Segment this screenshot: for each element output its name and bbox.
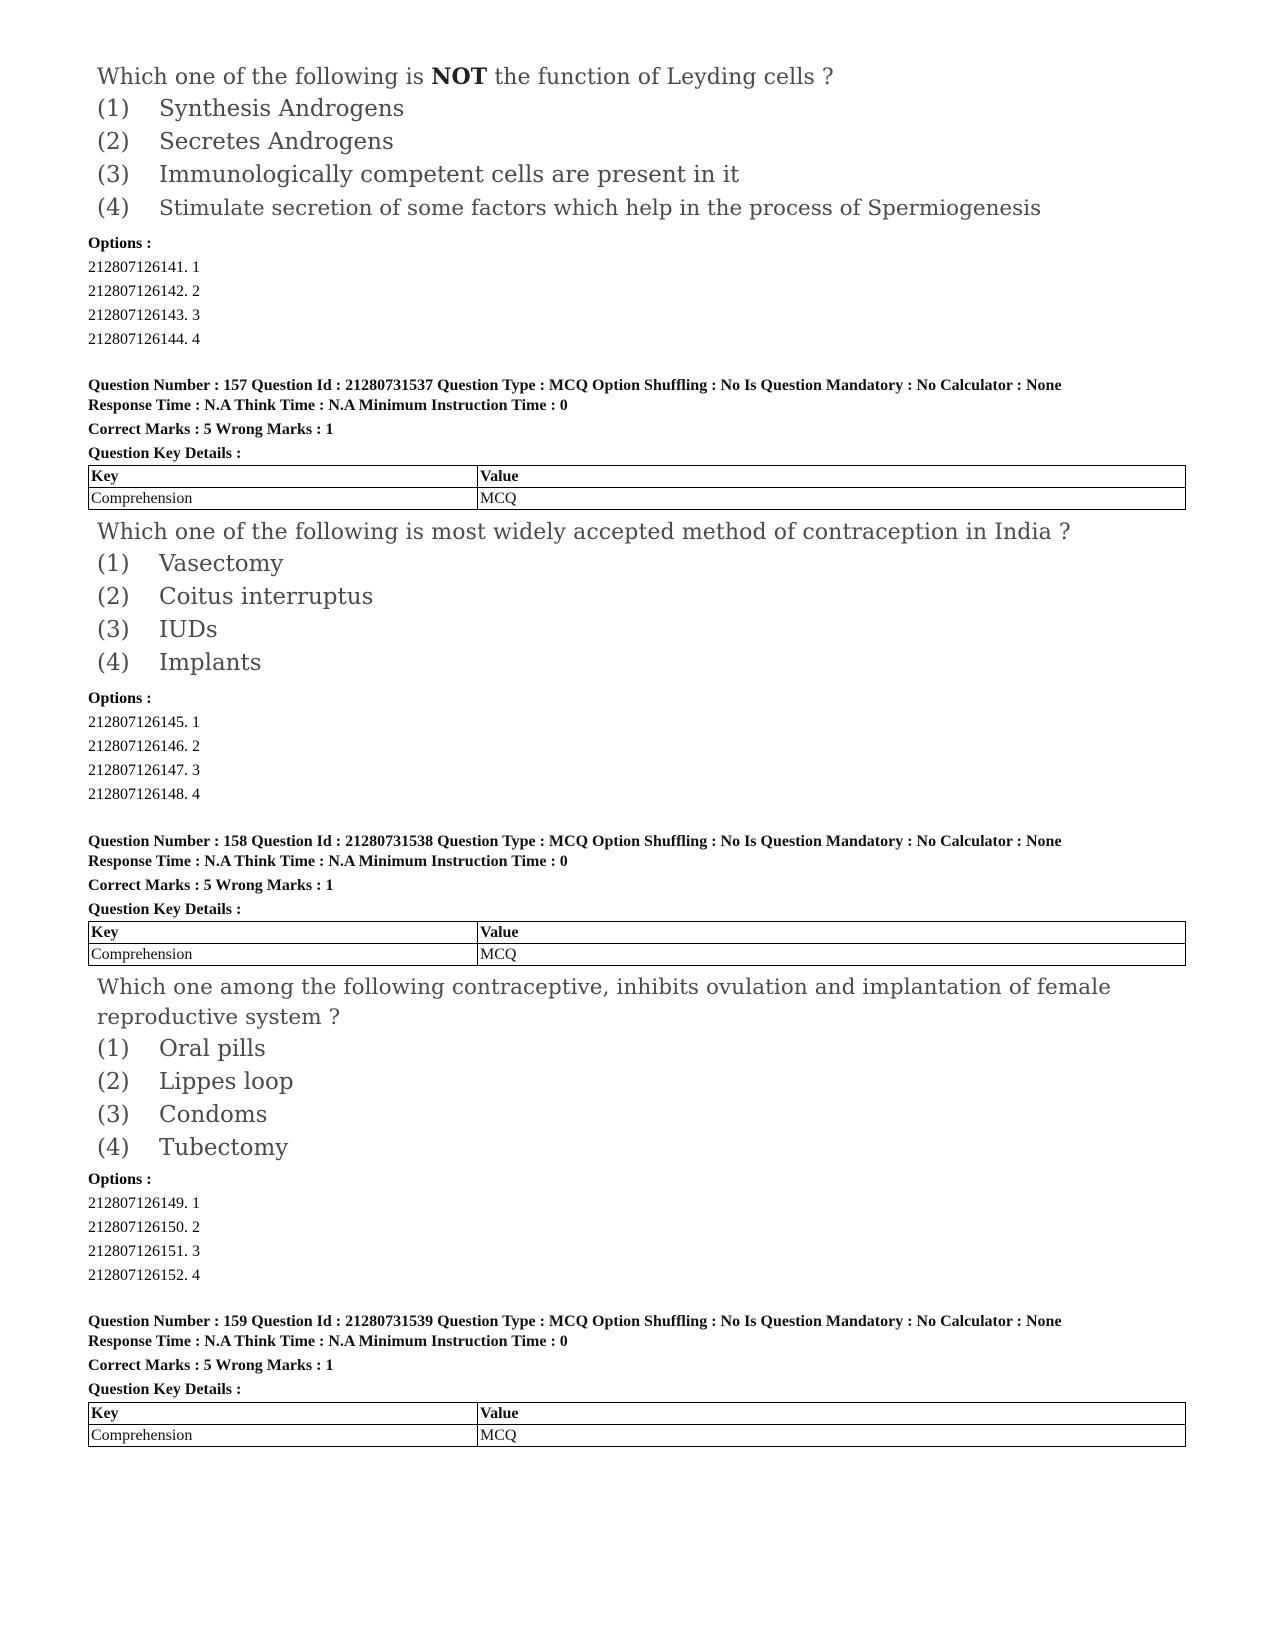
table-row: [89, 944, 1186, 966]
choice: [97, 1033, 1207, 1066]
choice: [97, 126, 1207, 159]
option-item: 212807126142. 2: [88, 283, 200, 300]
choice-number: (3): [97, 1102, 130, 1128]
choice-text: Coitus interruptus: [159, 584, 374, 610]
table-header-key: Key: [89, 922, 478, 944]
meta-line: Response Time : N.A Think Time : N.A Minimum Instruction Time : 0: [88, 853, 568, 870]
option-item: 212807126141. 1: [88, 259, 200, 276]
meta-line: Question Number : 158 Question Id : 21280731538 Question Type : MCQ Option Shuffling : No Is Question Mandatory : No Calculator : None: [88, 833, 1062, 850]
options-list: [88, 1168, 200, 1288]
choice: [97, 1066, 1207, 1099]
choice: [97, 647, 1207, 680]
choice-number: (4): [97, 650, 130, 676]
table-row: [89, 1425, 1186, 1447]
table-cell-value: MCQ: [478, 1425, 1186, 1447]
key-table: [88, 465, 1186, 510]
option-item: 212807126148. 4: [88, 786, 200, 803]
choice-text: Oral pills: [159, 1036, 266, 1062]
meta-line: Question Number : 157 Question Id : 21280731537 Question Type : MCQ Option Shuffling : No Is Question Mandatory : No Calculator : None: [88, 377, 1062, 394]
table-cell-key: Comprehension: [89, 488, 478, 510]
table-row: [89, 488, 1186, 510]
table-header-value: Value: [478, 1403, 1186, 1425]
table-header-key: Key: [89, 1403, 478, 1425]
question-159-meta: [88, 1312, 1208, 1400]
choice-text: Tubectomy: [159, 1135, 289, 1161]
choice-text: Stimulate secretion of some factors which help in the process of Spermiogenesis: [159, 196, 1042, 221]
stem-emphasis: NOT: [431, 64, 488, 90]
table-header-row: [89, 922, 1186, 944]
table-header-value: Value: [478, 466, 1186, 488]
choice: [97, 93, 1207, 126]
option-item: 212807126152. 4: [88, 1267, 200, 1284]
choice-number: (1): [97, 1036, 130, 1062]
choice-text: Implants: [159, 650, 262, 676]
choice-text: Synthesis Androgens: [159, 96, 405, 122]
choice: [97, 1132, 1207, 1165]
table-cell-value: MCQ: [478, 944, 1186, 966]
option-item: 212807126149. 1: [88, 1195, 200, 1212]
question-158-text: [97, 973, 1207, 1165]
option-item: 212807126145. 1: [88, 714, 200, 731]
option-item: 212807126150. 2: [88, 1219, 200, 1236]
choice-number: (3): [97, 162, 130, 188]
table-header-key: Key: [89, 466, 478, 488]
option-item: 212807126144. 4: [88, 331, 200, 348]
options-label: Options :: [88, 690, 152, 707]
option-item: 212807126146. 2: [88, 738, 200, 755]
stem-part: Which one of the following is: [97, 65, 432, 90]
table-cell-key: Comprehension: [89, 1425, 478, 1447]
meta-line: Response Time : N.A Think Time : N.A Minimum Instruction Time : 0: [88, 397, 568, 414]
table-cell-key: Comprehension: [89, 944, 478, 966]
stem-part: the function of Leyding cells ?: [487, 65, 834, 90]
question-stem-line: reproductive system ?: [97, 1005, 341, 1030]
choice-text: Condoms: [159, 1102, 268, 1128]
meta-line: Question Number : 159 Question Id : 21280731539 Question Type : MCQ Option Shuffling : No Is Question Mandatory : No Calculator : None: [88, 1313, 1062, 1330]
marks-line: Correct Marks : 5 Wrong Marks : 1: [88, 877, 334, 894]
question-157-meta: [88, 376, 1208, 464]
question-stem: [97, 62, 1207, 93]
key-details-label: Question Key Details :: [88, 445, 242, 462]
question-158-meta: [88, 832, 1208, 920]
choice: [97, 548, 1207, 581]
option-item: 212807126147. 3: [88, 762, 200, 779]
question-stem: Which one of the following is most widely accepted method of contraception in India ?: [97, 520, 1071, 545]
choice-text: Lippes loop: [159, 1069, 294, 1095]
choice: [97, 581, 1207, 614]
options-list: [88, 687, 200, 807]
choice-number: (3): [97, 617, 130, 643]
key-table: [88, 921, 1186, 966]
choice-number: (4): [97, 195, 130, 221]
marks-line: Correct Marks : 5 Wrong Marks : 1: [88, 421, 334, 438]
options-label: Options :: [88, 1171, 152, 1188]
choice-number: (2): [97, 129, 130, 155]
choice-text: Vasectomy: [159, 551, 284, 577]
table-cell-value: MCQ: [478, 488, 1186, 510]
choice-text: Secretes Androgens: [159, 129, 394, 155]
marks-line: Correct Marks : 5 Wrong Marks : 1: [88, 1357, 334, 1374]
options-label: Options :: [88, 235, 152, 252]
table-header-value: Value: [478, 922, 1186, 944]
meta-line: Response Time : N.A Think Time : N.A Minimum Instruction Time : 0: [88, 1333, 568, 1350]
choice-number: (1): [97, 96, 130, 122]
choice-number: (4): [97, 1135, 130, 1161]
table-header-row: [89, 1403, 1186, 1425]
question-156-text: [97, 62, 1207, 225]
choice-text: Immunologically competent cells are present in it: [159, 162, 740, 188]
choice: [97, 192, 1207, 225]
question-stem-line: Which one among the following contraceptive, inhibits ovulation and implantation of female: [97, 975, 1112, 1000]
choice-text: IUDs: [159, 617, 218, 643]
choice-number: (1): [97, 551, 130, 577]
key-table: [88, 1402, 1186, 1447]
choice: [97, 1099, 1207, 1132]
options-list: [88, 232, 200, 352]
option-item: 212807126151. 3: [88, 1243, 200, 1260]
choice: [97, 159, 1207, 192]
option-item: 212807126143. 3: [88, 307, 200, 324]
choice-number: (2): [97, 584, 130, 610]
table-header-row: [89, 466, 1186, 488]
choice-number: (2): [97, 1069, 130, 1095]
choice: [97, 614, 1207, 647]
question-157-text: [97, 518, 1207, 680]
key-details-label: Question Key Details :: [88, 1381, 242, 1398]
key-details-label: Question Key Details :: [88, 901, 242, 918]
